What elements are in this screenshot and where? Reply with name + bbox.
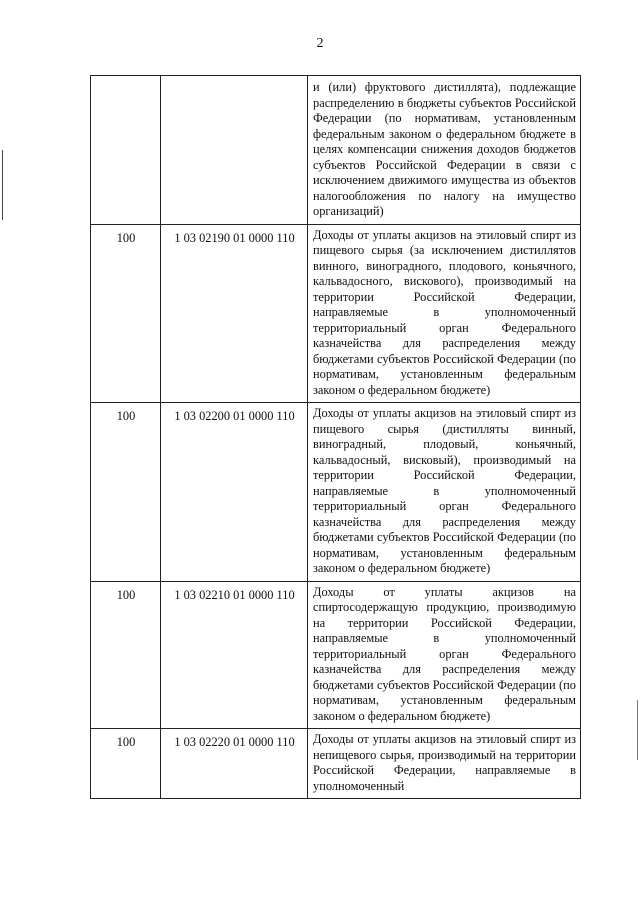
admin-code-cell — [91, 76, 161, 225]
scan-edge-mark — [2, 150, 3, 220]
admin-code-cell: 100 — [91, 224, 161, 403]
budget-code-cell — [161, 76, 308, 225]
description-cell: Доходы от уплаты акцизов на этиловый спирт из пищевого сырья (дистилляты винный, виноградный, плодовый, коньячный, кальвадосный, висковый), производимый на территории Российской Федерации, направляемые в уполномоченный территориальный орган Федерального казначейства для распределения между бюджетами субъектов Российской Федерации (по нормативам, установленным федеральным законом о федеральном бюджете) — [308, 403, 581, 582]
scan-edge-mark — [637, 700, 638, 760]
description-cell: Доходы от уплаты акцизов на спиртосодержащую продукцию, производимую на территории Российской Федерации, направляемые в уполномоченный территориальный орган Федерального казначейства для распределения между бюджетами субъектов Российской Федерации (по нормативам, установленным федеральным законом о федеральном бюджете) — [308, 581, 581, 729]
budget-code-cell: 1 03 02190 01 0000 110 — [161, 224, 308, 403]
table-row — [91, 729, 581, 799]
page-number: 2 — [316, 36, 324, 51]
table-row — [91, 403, 581, 582]
budget-classification-table — [90, 75, 581, 799]
budget-code-cell: 1 03 02210 01 0000 110 — [161, 581, 308, 729]
table-row — [91, 581, 581, 729]
description-cell: Доходы от уплаты акцизов на этиловый спирт из непищевого сырья, производимый на территории Российской Федерации, направляемые в уполномоченный — [308, 729, 581, 799]
budget-code-cell: 1 03 02220 01 0000 110 — [161, 729, 308, 799]
description-cell: и (или) фруктового дистиллята), подлежащие распределению в бюджеты субъектов Российской Федерации (по нормативам, установленным федеральным законом о федеральном бюджете в целях компенсации снижения доходов бюджетов субъектов Российской Федерации в связи с исключением движимого имущества из объектов налогообложения по налогу на имущество организаций) — [308, 76, 581, 225]
admin-code-cell: 100 — [91, 403, 161, 582]
description-cell: Доходы от уплаты акцизов на этиловый спирт из пищевого сырья (за исключением дистиллятов винного, виноградного, плодового, коньячного, кальвадосного, вискового), производимый на территории Российской Федерации, направляемые в уполномоченный территориальный орган Федерального казначейства для распределения между бюджетами субъектов Российской Федерации (по нормативам, установленным федеральным законом о федеральном бюджете) — [308, 224, 581, 403]
admin-code-cell: 100 — [91, 581, 161, 729]
table-row — [91, 76, 581, 225]
table-row — [91, 224, 581, 403]
admin-code-cell: 100 — [91, 729, 161, 799]
budget-code-cell: 1 03 02200 01 0000 110 — [161, 403, 308, 582]
